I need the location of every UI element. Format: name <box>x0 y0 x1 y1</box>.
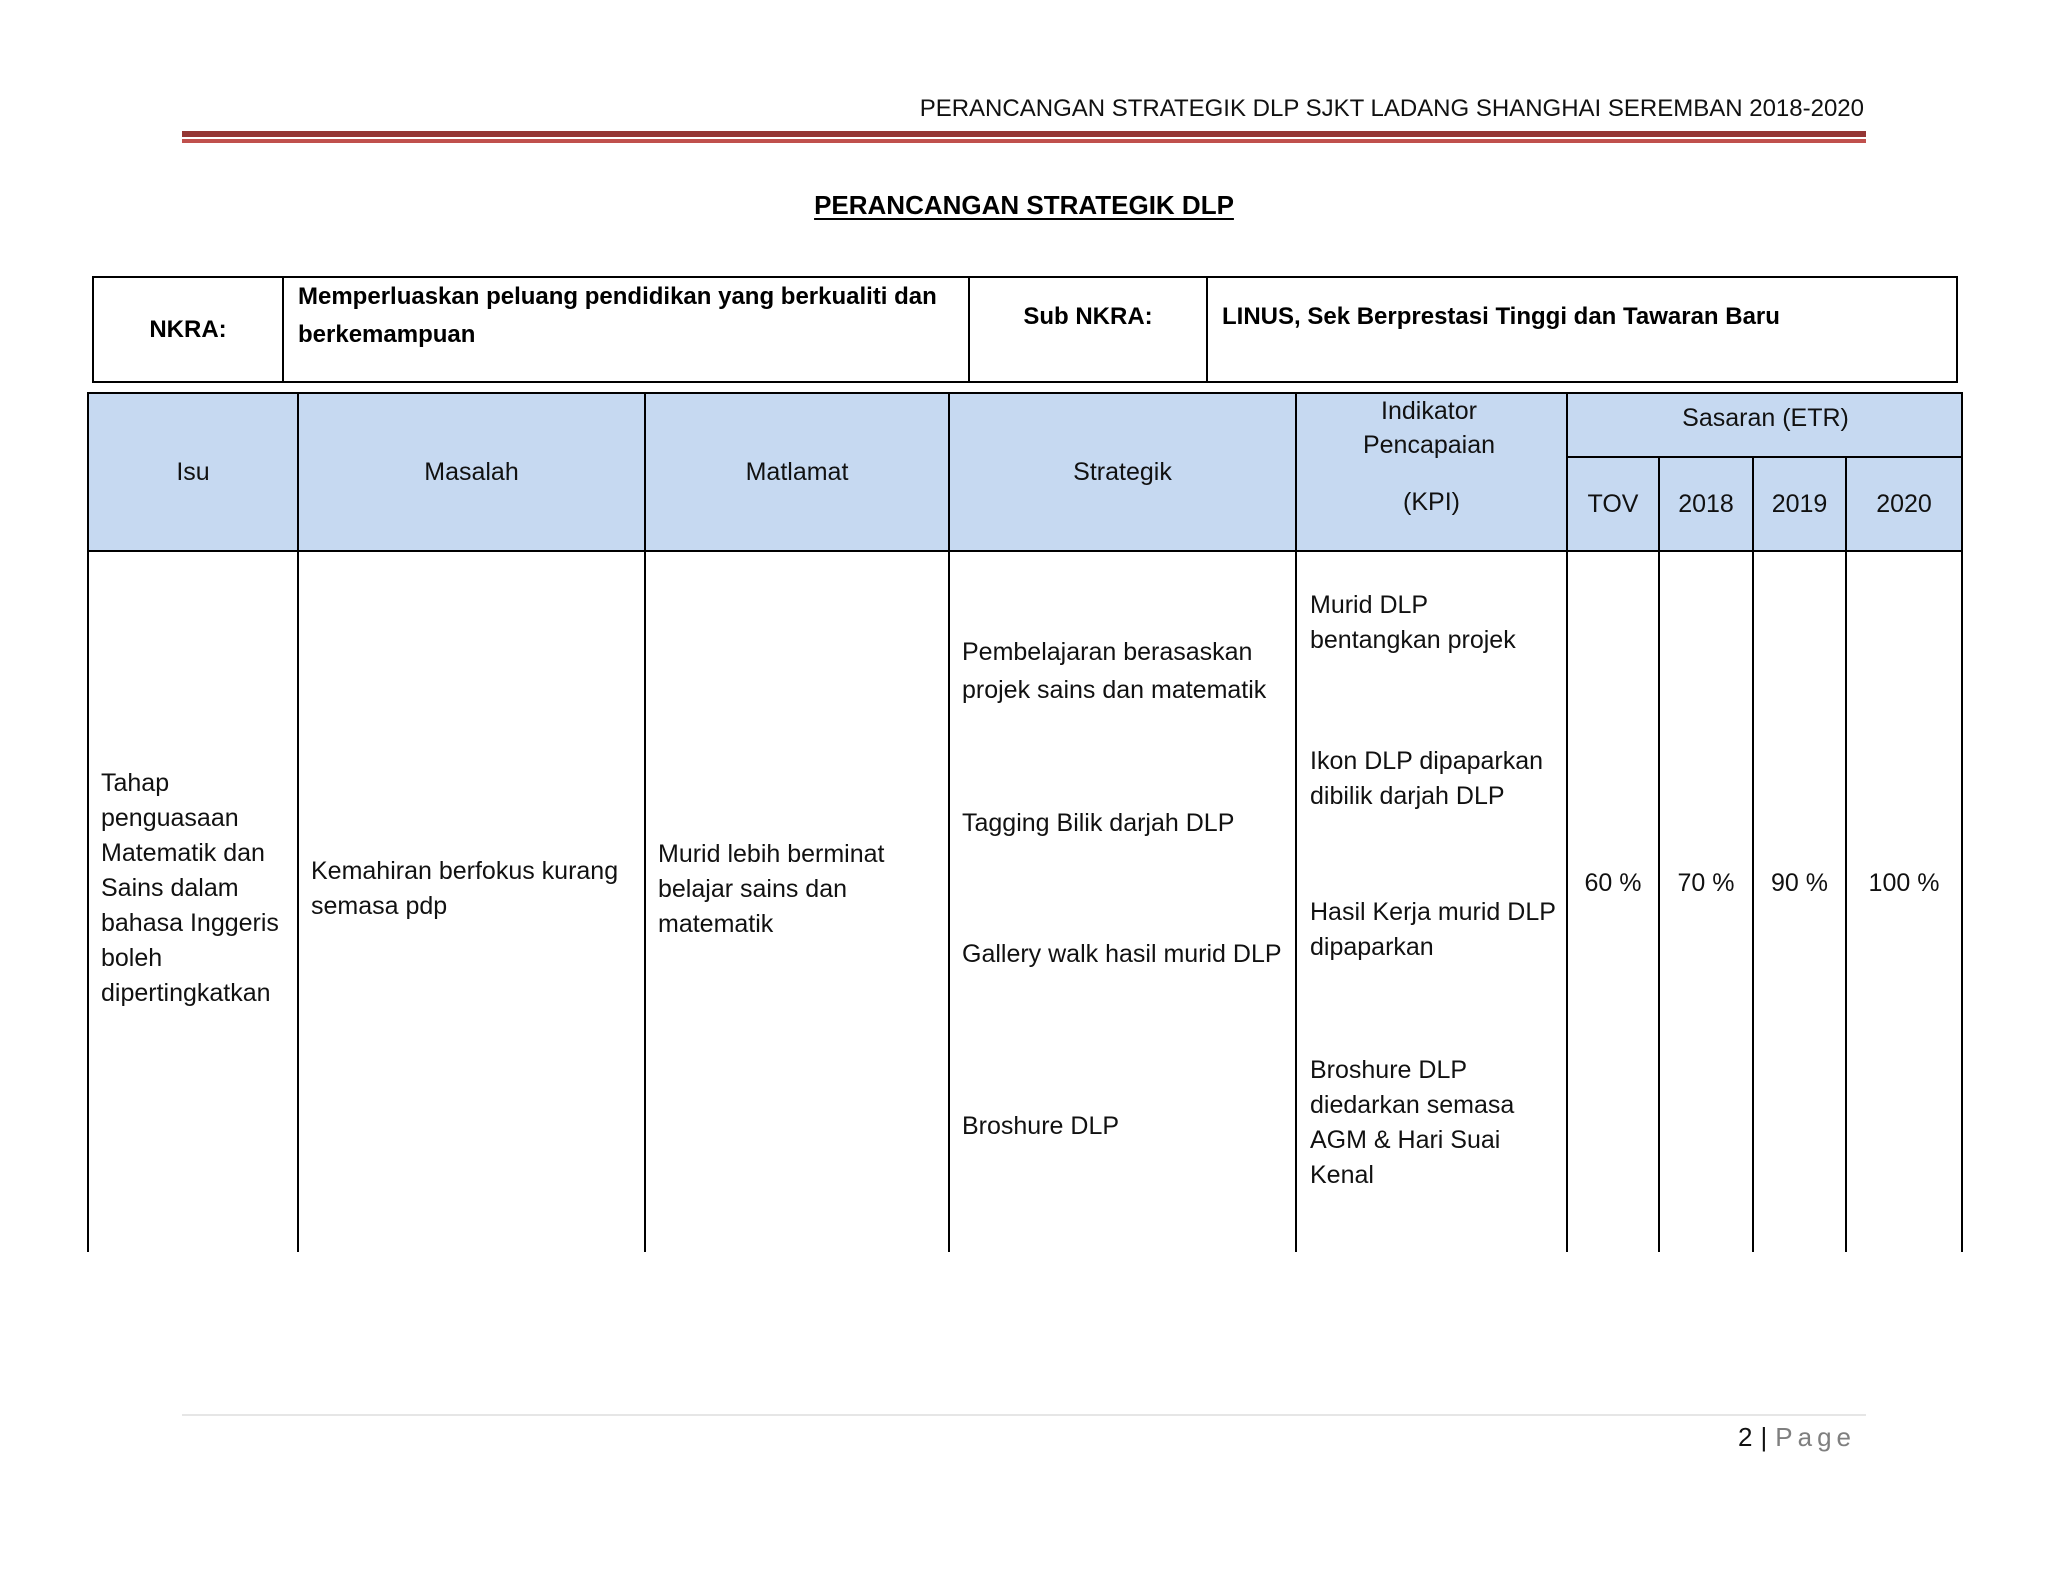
document-title-text: PERANCANGAN STRATEGIK DLP <box>814 190 1234 220</box>
nkra-table <box>92 276 1958 383</box>
header-2018: 2018 <box>1678 490 1734 518</box>
header-2019: 2019 <box>1771 490 1828 518</box>
target-2018: 70 % <box>1677 869 1735 897</box>
header-rule <box>182 131 1866 137</box>
kpi-item: Ikon DLP dipaparkan dibilik darjah DLP <box>1310 747 1544 810</box>
page-separator: | <box>1760 1422 1768 1452</box>
column-divider <box>1845 456 1847 1252</box>
header-masalah: Masalah <box>424 458 519 486</box>
nkra-label-cell <box>94 278 284 381</box>
target-2019: 90 % <box>1771 869 1828 897</box>
cell-masalah: Kemahiran berfokus kurang semasa pdp <box>311 857 619 920</box>
sub-nkra-label-cell <box>970 278 1208 381</box>
target-2020: 100 % <box>1868 869 1940 897</box>
kpi-item: Hasil Kerja murid DLP dipaparkan <box>1310 898 1556 961</box>
nkra-label: NKRA: <box>149 315 227 343</box>
strategik-item: Tagging Bilik darjah DLP <box>962 809 1235 837</box>
header-strategik: Strategik <box>1073 458 1172 486</box>
document-title <box>0 190 2048 221</box>
kpi-item: Broshure DLP diedarkan semasa AGM & Hari Suai Kenal <box>1310 1056 1515 1189</box>
strategik-item: Broshure DLP <box>962 1112 1120 1140</box>
header-divider <box>89 550 1961 552</box>
column-divider <box>1295 394 1297 1252</box>
header-isu: Isu <box>176 458 210 486</box>
header-2020: 2020 <box>1876 490 1932 518</box>
nkra-value-cell <box>284 278 970 381</box>
sub-nkra-value: LINUS, Sek Berprestasi Tinggi dan Tawaran Baru <box>1222 303 1780 330</box>
header-rule-accent <box>182 139 1866 143</box>
header-matlamat: Matlamat <box>745 458 849 486</box>
header-sasaran: Sasaran (ETR) <box>1682 404 1849 432</box>
nkra-value: Memperluaskan peluang pendidikan yang berkualiti dan berkemampuan <box>298 283 937 348</box>
page-number <box>1738 1422 1856 1453</box>
cell-matlamat: Murid lebih berminat belajar sains dan matematik <box>658 840 885 938</box>
sub-nkra-value-cell <box>1208 278 1956 381</box>
strategy-table <box>87 392 1963 1252</box>
column-divider <box>1658 456 1660 1252</box>
header-tov: TOV <box>1587 490 1639 518</box>
header-kpi-sub: (KPI) <box>1403 488 1460 516</box>
cell-isu: Tahap penguasaan Matematik dan Sains dalam bahasa Inggeris boleh dipertingkatkan <box>101 769 279 1007</box>
sub-nkra-label: Sub NKRA: <box>1023 303 1153 330</box>
kpi-item: Murid DLP bentangkan projek <box>1310 591 1516 654</box>
page-label: Page <box>1775 1422 1856 1452</box>
target-tov: 60 % <box>1584 869 1642 897</box>
footer-rule <box>182 1414 1866 1416</box>
header-kpi: Indikator Pencapaian <box>1362 397 1496 459</box>
running-header: PERANCANGAN STRATEGIK DLP SJKT LADANG SHANGHAI SEREMBAN 2018-2020 <box>919 95 1864 122</box>
column-divider <box>1752 456 1754 1252</box>
strategik-item: Pembelajaran berasaskan projek sains dan matematik <box>962 638 1267 704</box>
page-number-value: 2 <box>1738 1422 1753 1452</box>
strategik-item: Gallery walk hasil murid DLP <box>962 940 1282 968</box>
